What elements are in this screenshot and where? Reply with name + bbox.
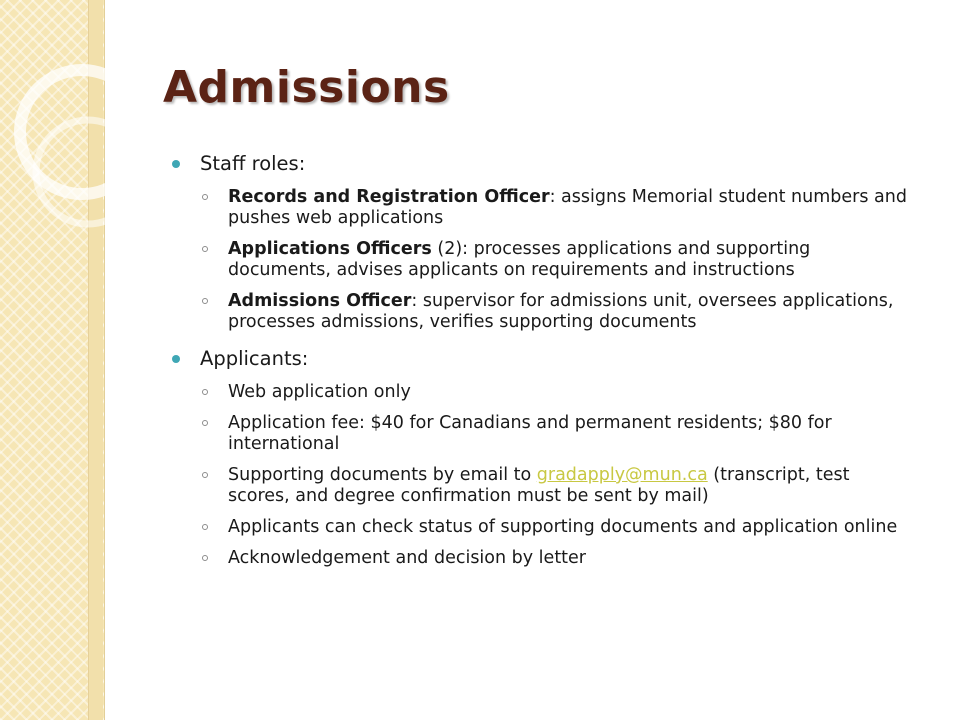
role-description-applications-officers: (2): processes applications and supporting documents, advises applicants on requirements and instructions: [228, 239, 811, 280]
role-description-records-officer: : assigns Memorial student numbers and pushes web applications: [228, 187, 907, 228]
slide-title: Admissions: [163, 62, 450, 113]
decorative-rings: [0, 0, 180, 260]
list-item-records-officer: [172, 187, 916, 229]
list-item-admissions-officer: [172, 291, 916, 333]
list-item-applications-officers: [172, 239, 916, 281]
role-name-applications-officers: Applications Officers: [228, 239, 432, 259]
role-name-admissions-officer: Admissions Officer: [228, 291, 412, 311]
list-item-application-fee: Application fee: $40 for Canadians and permanent residents; $80 for international: [172, 413, 916, 455]
section-heading-staff-roles: Staff roles:: [172, 152, 916, 176]
list-item-web-application: Web application only: [172, 382, 916, 403]
role-name-records-officer: Records and Registration Officer: [228, 187, 550, 207]
list-item-acknowledgement: Acknowledgement and decision by letter: [172, 548, 916, 569]
slide-body: [172, 152, 916, 579]
role-description-admissions-officer: : supervisor for admissions unit, oversees applications, processes admissions, verifies supporting documents: [228, 291, 894, 332]
list-item-check-status: Applicants can check status of supporting documents and application online: [172, 517, 916, 538]
email-link[interactable]: gradapply@mun.ca: [536, 465, 708, 485]
section-heading-applicants: Applicants:: [172, 347, 916, 371]
supporting-documents-text-before: Supporting documents by email to: [228, 465, 537, 485]
supporting-documents-text-after: (transcript, test scores, and degree confirmation must be sent by mail): [228, 465, 850, 506]
list-item-supporting-documents: [172, 465, 916, 507]
